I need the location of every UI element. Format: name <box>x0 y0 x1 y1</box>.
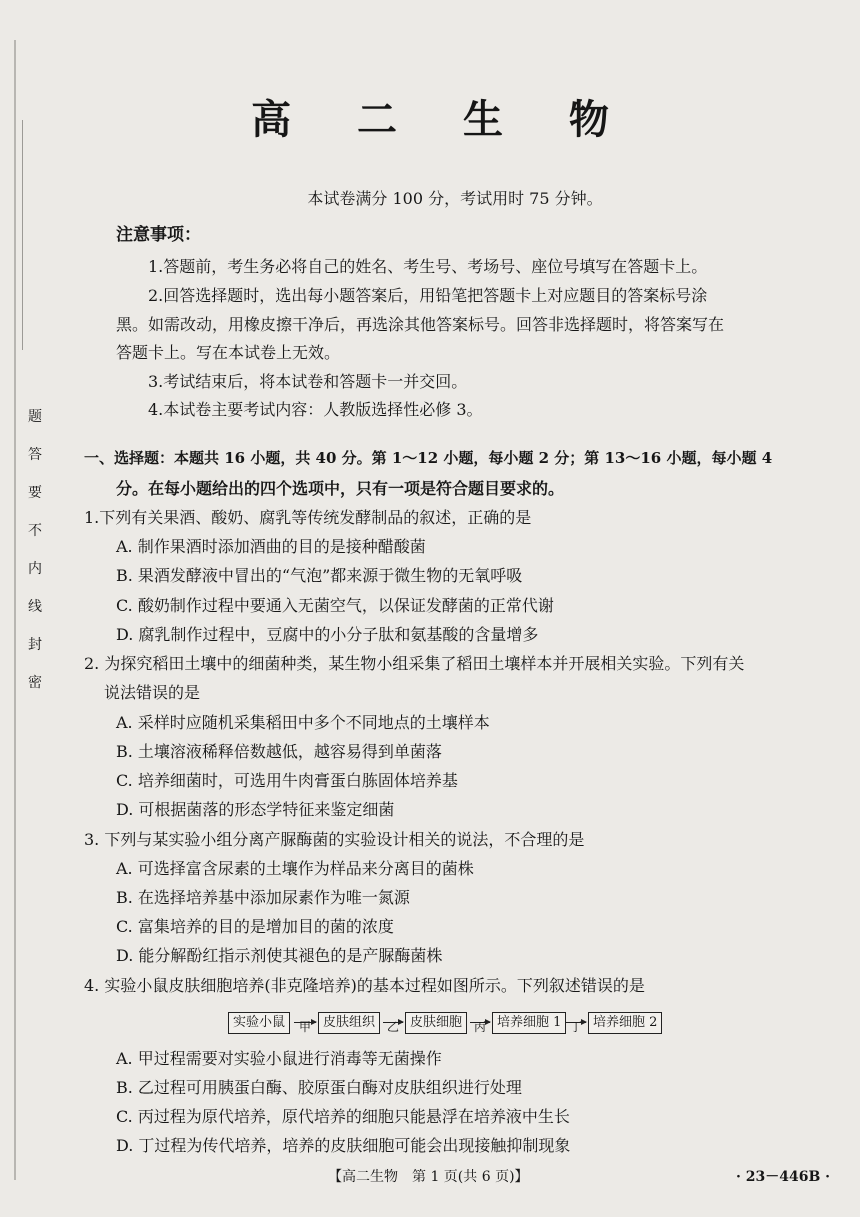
question-4-stem: 4. 实验小鼠皮肤细胞培养(非克隆培养)的基本过程如图所示。下列叙述错误的是 <box>84 976 645 995</box>
question-1-option-a: A. 制作果酒时添加酒曲的目的是接种醋酸菌 <box>116 537 426 556</box>
flow-arrow-label: 丁 <box>570 1020 583 1034</box>
notes-line: 黑。如需改动，用橡皮擦干净后，再选涂其他答案标号。回答非选择题时，将答案写在 <box>116 315 725 334</box>
question-2-option-b: B. 土壤溶液稀释倍数越低，越容易得到单菌落 <box>116 742 442 761</box>
seal-char: 题 <box>28 409 42 425</box>
question-2-option-c: C. 培养细菌时，可选用牛肉膏蛋白胨固体培养基 <box>116 771 458 790</box>
question-2-stem: 2. 为探究稻田土壤中的细菌种类，某生物小组采集了稻田土壤样本并开展相关实验。下列有关 <box>84 654 745 673</box>
question-1-option-b: B. 果酒发酵液中冒出的“气泡”都来源于微生物的无氧呼吸 <box>116 566 523 585</box>
seal-char: 内 <box>28 561 42 577</box>
question-4-option-c: C. 丙过程为原代培养，原代培养的细胞只能悬浮在培养液中生长 <box>116 1107 570 1126</box>
seal-char: 密 <box>28 675 42 691</box>
question-1-option-c: C. 酸奶制作过程中要通入无菌空气，以保证发酵菌的正常代谢 <box>116 596 554 615</box>
seal-char: 答 <box>28 447 42 463</box>
flow-box-culture-1: 培养细胞 1 <box>492 1012 566 1034</box>
question-3-option-c: C. 富集培养的目的是增加目的菌的浓度 <box>116 917 394 936</box>
binding-edge-line-inner <box>22 120 23 350</box>
seal-char: 封 <box>28 637 42 653</box>
seal-line-text <box>22 410 48 714</box>
question-1-option-d: D. 腐乳制作过程中，豆腐中的小分子肽和氨基酸的含量增多 <box>116 625 539 644</box>
section-heading: 一、选择题：本题共 16 小题，共 40 分。第 1～12 小题，每小题 2 分；第 13～16 小题，每小题 4 <box>84 449 773 467</box>
flow-arrow-ding <box>566 1020 586 1034</box>
section-heading-cont: 分。在每小题给出的四个选项中，只有一项是符合题目要求的。 <box>116 479 565 498</box>
flow-arrow-jia <box>294 1020 316 1034</box>
question-2-option-a: A. 采样时应随机采集稻田中多个不同地点的土壤样本 <box>116 713 490 732</box>
flow-arrow-yi <box>383 1020 403 1034</box>
question-3-option-b: B. 在选择培养基中添加尿素作为唯一氮源 <box>116 888 410 907</box>
question-3-option-a: A. 可选择富含尿素的土壤作为样品来分离目的菌株 <box>116 859 474 878</box>
notes-heading: 注意事项： <box>116 225 201 245</box>
exam-code: · 23－446B · <box>736 1169 831 1185</box>
question-4-option-b: B. 乙过程可用胰蛋白酶、胶原蛋白酶对皮肤组织进行处理 <box>116 1078 522 1097</box>
exam-info: 本试卷满分 100 分，考试用时 75 分钟。 <box>307 189 603 208</box>
flow-box-mouse: 实验小鼠 <box>228 1012 290 1034</box>
flow-arrow-bing <box>470 1020 490 1034</box>
seal-char: 不 <box>28 523 42 539</box>
flow-box-skin-tissue: 皮肤组织 <box>318 1012 380 1034</box>
question-4-option-a: A. 甲过程需要对实验小鼠进行消毒等无菌操作 <box>116 1049 442 1068</box>
question-3-stem: 3. 下列与某实验小组分离产脲酶菌的实验设计相关的说法，不合理的是 <box>84 830 585 849</box>
flow-arrow-label: 甲 <box>299 1020 312 1034</box>
cell-culture-flowchart <box>228 1006 668 1034</box>
binding-edge-line <box>14 40 16 1180</box>
notes-line: 3.考试结束后，将本试卷和答题卡一并交回。 <box>148 372 468 391</box>
flow-arrow-label: 乙 <box>387 1020 400 1034</box>
flow-box-skin-cells: 皮肤细胞 <box>405 1012 467 1034</box>
flow-arrow-label: 丙 <box>474 1020 487 1034</box>
question-2-stem-cont: 说法错误的是 <box>104 683 201 702</box>
flow-box-culture-2: 培养细胞 2 <box>588 1012 662 1034</box>
page-footer: 【高二生物 第 1 页(共 6 页)】 <box>328 1169 529 1185</box>
notes-line: 2.回答选择题时，选出每小题答案后，用铅笔把答题卡上对应题目的答案标号涂 <box>148 286 708 305</box>
notes-line: 1.答题前，考生务必将自己的姓名、考生号、考场号、座位号填写在答题卡上。 <box>148 257 708 276</box>
seal-char: 线 <box>28 599 42 615</box>
notes-line: 4.本试卷主要考试内容：人教版选择性必修 3。 <box>148 400 483 419</box>
page-title: 高 二 生 物 <box>251 96 635 143</box>
question-4-option-d: D. 丁过程为传代培养，培养的皮肤细胞可能会出现接触抑制现象 <box>116 1136 571 1155</box>
question-1-stem: 1.下列有关果酒、酸奶、腐乳等传统发酵制品的叙述，正确的是 <box>84 508 532 527</box>
question-3-option-d: D. 能分解酚红指示剂使其褪色的是产脲酶菌株 <box>116 946 443 965</box>
seal-char: 要 <box>28 485 42 501</box>
question-2-option-d: D. 可根据菌落的形态学特征来鉴定细菌 <box>116 800 395 819</box>
notes-line: 答题卡上。写在本试卷上无效。 <box>116 343 341 362</box>
